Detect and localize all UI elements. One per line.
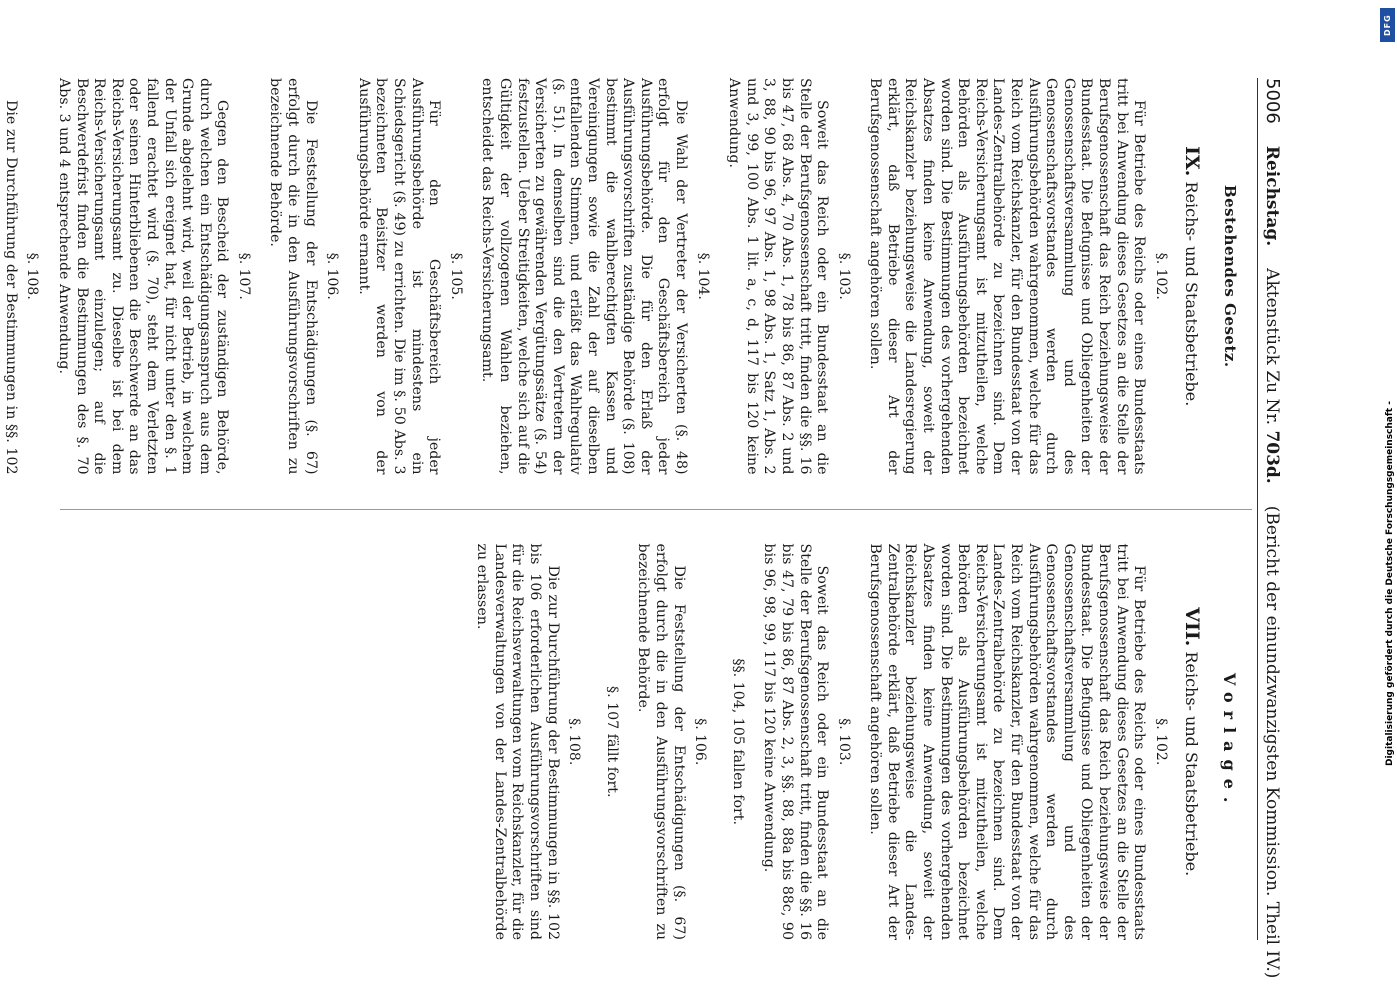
- paragraph: [266, 78, 340, 475]
- paragraph-heading: §. 102.: [1152, 252, 1169, 300]
- paragraph: [634, 543, 708, 940]
- column-heading: Bestehendes Gesetz.: [1221, 184, 1239, 368]
- paragraph-heading: §. 106.: [692, 718, 709, 766]
- omitted-paragraph-note: §§. 104, 105 fallen fort.: [729, 658, 746, 825]
- paragraph-heading: §. 103.: [835, 252, 852, 300]
- paragraph-text: Für den Geschäftsbereich jeder Ausführungsbehörde ist mindestens ein Schiedsgericht (§. 49) zu errichten. Die im §. 50 Abs. 3 bezeichneten Beisitzer werden von der Ausführungsbehörde ernannt.: [355, 78, 443, 475]
- publication-name: Reichstag.: [1262, 145, 1282, 247]
- paragraph: [725, 78, 852, 475]
- paragraph-heading: §. 104.: [694, 252, 711, 300]
- paragraph-text: Soweit das Reich oder ein Bundesstaat an die Stelle der Berufsgenossenschaft tritt, finden die §§. 16 bis 47, 68 Abs. 4, 70 Abs. 1, 78 bis 86, 87 Abs. 2 und 3, 88, 90 bis 96, 97 Abs. 1, 98 Abs. 1, Satz 1, Abs. 2 und 3, 99, 100 Abs. 1 lit. a, c, d, 117 bis 120 keine Anwendung.: [726, 78, 831, 475]
- paragraph: [0, 78, 40, 475]
- paragraph: [866, 543, 1169, 940]
- paragraph-list: [0, 78, 1169, 475]
- paragraph-text: Gegen den Bescheid der zuständigen Behörde, durch welchen ein Entschädigungsanspruch aus dem Grunde abgelehnt wird, weil der Betrieb, in welchem der Unfall sich ereignet hat, für nicht unter den §. 1 fallend erachtet wird (§. 70), steht dem Verletzten oder seinen Hinterbliebenen die Beschwerde an das Reichs-Versicherungsamt zu. Dieselbe ist bei dem Reichs-Versicherungsamt einzulegen; auf die Beschwerdefrist finden die Bestimmungen des §. 70 Abs. 3 und 4 entsprechende Anwendung.: [55, 78, 231, 475]
- dfg-logo: DFG: [1380, 8, 1395, 42]
- column-existing-law: [0, 78, 1244, 475]
- paragraph-text: Die zur Durchführung der Bestimmungen in §§. 102: [2, 100, 19, 475]
- omitted-paragraph-note: §. 107 fällt fort.: [603, 686, 620, 798]
- paragraph-text: Soweit das Reich oder ein Bundesstaat an die Stelle der Berufsgenossenschaft tritt, finden die §§. 16 bis 47, 79 bis 86, 87 Abs. 2, 3, §§. 88, 88a bis 88c, 90 bis 96, 98, 99, 117 bis 120 keine Anwendung.: [761, 543, 831, 940]
- paragraph-heading: §. 102.: [1152, 718, 1169, 766]
- credit-text: Digitalisierung gefördert durch die Deutsche Forschungsgemeinschaft -: [1385, 401, 1395, 766]
- section-numeral: IX.: [1181, 146, 1204, 177]
- section-title: [1181, 78, 1204, 475]
- file-reference: [1262, 268, 1282, 484]
- page-number: 5006: [1262, 78, 1283, 124]
- paragraph-heading: §. 106.: [324, 252, 341, 300]
- paragraph: [866, 78, 1169, 475]
- paragraph: [54, 78, 252, 475]
- section-title-text: Reichs- und Staatsbetriebe.: [1182, 181, 1202, 407]
- paragraph: [760, 543, 852, 940]
- paragraph: [473, 543, 583, 940]
- paragraph-text: Die zur Durchführung der Bestimmungen in §§. 102 bis 106 erforderlichen Ausführungsvorschriften sind für die Reichsverwaltungen vom Reichskanzler, für die Landesverwaltungen von der Landes-Zentralbehörde zu erlassen.: [474, 543, 561, 940]
- paragraph: [602, 543, 620, 940]
- paragraph: [478, 78, 711, 475]
- section-title-text: Reichs- und Staatsbetriebe.: [1182, 651, 1202, 877]
- column-heading: Vorlage.: [1220, 673, 1239, 811]
- paragraph-list: [473, 543, 1169, 940]
- paragraph-text: Die Feststellung der Entschädigungen (§. 67) erfolgt durch die in den Ausführungsvorschriften zu bezeichnende Behörde.: [267, 78, 319, 475]
- column-divider: [60, 509, 1252, 510]
- paragraph-heading: §. 108.: [24, 252, 41, 300]
- paragraph: [354, 78, 464, 475]
- paragraph-text: Für Betriebe des Reichs oder eines Bundesstaats tritt bei Anwendung dieses Gesetzes an die Stelle der Berufsgenossenschaft das Reich beziehungsweise der Bundesstaat. Die Befugnisse und Obliegenheiten der Genossenschaftsversammlung und des Genossenschaftsvorstandes werden durch Ausführungsbehörden wahrgenommen, welche für das Reich vom Reichskanzler, für den Bundesstaat von der Landes-Zentralbehörde zu bezeichnen sind. Dem Reichs-Versicherungsamt ist mitzutheilen, welche Behörden als Ausführungsbehörden bezeichnet worden sind. Die Bestimmungen des vorhergehenden Absatzes finden keine Anwendung, soweit der Reichskanzler beziehungsweise die Landes-Zentralbehörde erklärt, daß Betriebe dieser Art der Berufsgenossenschaft angehören sollen.: [867, 543, 1148, 940]
- file-reference-prefix: Aktenstück Zu Nr.: [1262, 268, 1282, 426]
- paragraph-text: Die Feststellung der Entschädigungen (§. 67) erfolgt durch die in den Ausführungsvorschriften zu bezeichnende Behörde.: [635, 543, 687, 940]
- section-title: [1181, 543, 1204, 940]
- paragraph-heading: §. 108.: [566, 718, 583, 766]
- report-subtitle: (Bericht der einundzwanzigsten Kommission. Theil IV.): [1262, 505, 1282, 979]
- paragraph-heading: §. 107.: [235, 252, 252, 300]
- paragraph-text: Für Betriebe des Reichs oder eines Bundesstaats tritt bei Anwendung dieses Gesetzes an die Stelle der Berufsgenossenschaft das Reich beziehungsweise der Bundesstaat. Die Befugnisse und Obliegenheiten der Genossenschaftsversammlung und des Genossenschaftsvorstandes werden durch Ausführungsbehörden wahrgenommen, welche für das Reich vom Reichskanzler, für den Bundesstaat von der Landes-Zentralbehörde zu bezeichnen sind. Dem Reichs-Versicherungsamt ist mitzutheilen, welche Behörden als Ausführungsbehörden bezeichnet worden sind. Die Bestimmungen des vorhergehenden Absatzes finden keine Anwendung, soweit der Reichskanzler beziehungsweise die Landesregierung erklärt, daß Betriebe dieser Art der Berufsgenossenschaft angehören sollen.: [867, 78, 1148, 475]
- paragraph-text: Die Wahl der Vertreter der Versicherten (§. 48) erfolgt für den Geschäftsbereich jeder Ausführungsbehörde. Die für den Erlaß der Ausführungsvorschriften zuständige Behörde (§. 108) bestimmt die wahlberechtigten Kassen und Vereinigungen sowie die Zahl der auf dieselben entfallenden Stimmen, und erläßt das Wahlregulativ (§. 51). In demselben sind die den Vertretern der Versicherten zu gewährenden Vergütungssätze (§. 54) festzustellen. Ueber Streitigkeiten, welche sich auf die Gültigkeit der vollzogenen Wahlen beziehen, entscheidet das Reichs-Versicherungsamt.: [479, 78, 689, 475]
- digitization-credit: [1385, 6, 1397, 766]
- header-rule: [1257, 78, 1258, 940]
- section-numeral: VII.: [1181, 607, 1204, 647]
- paragraph-heading: §. 103.: [835, 718, 852, 766]
- paragraph: [728, 543, 746, 940]
- file-reference-number: 703d.: [1262, 430, 1282, 484]
- column-proposal: [463, 543, 1244, 940]
- running-head: [1262, 78, 1292, 979]
- paragraph-heading: §. 105.: [447, 252, 464, 300]
